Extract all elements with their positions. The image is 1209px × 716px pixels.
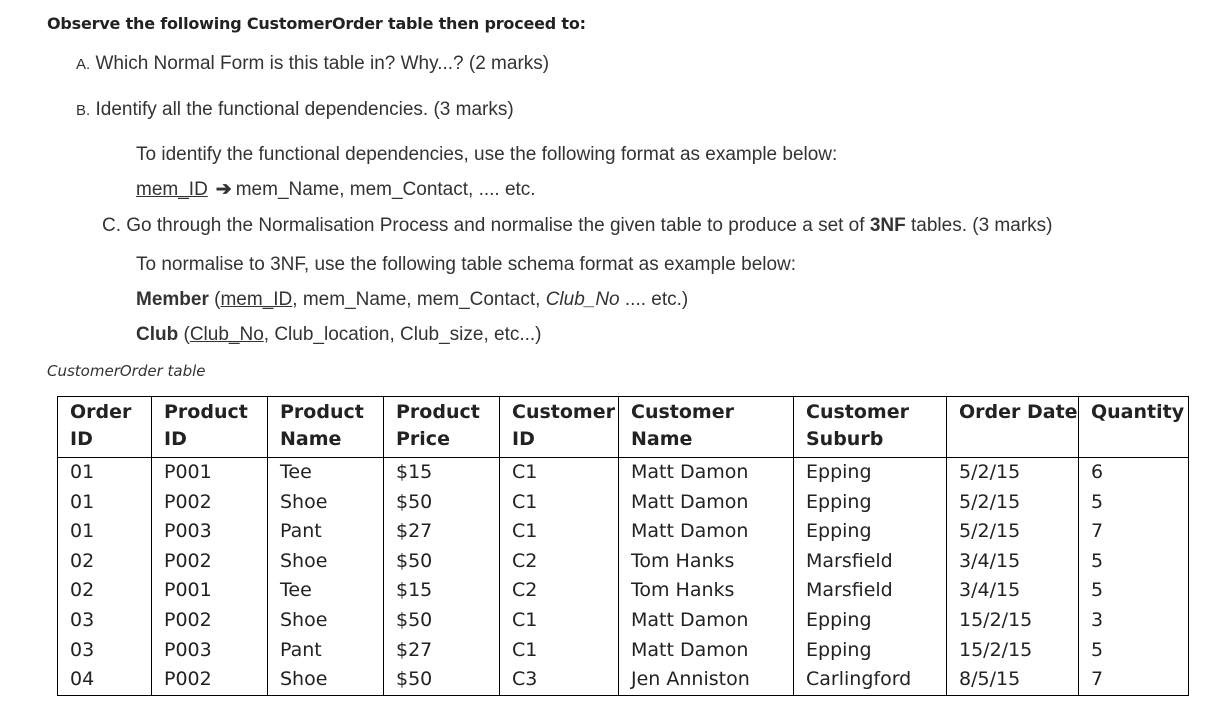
header-customer-suburb: Customer Suburb	[794, 397, 947, 458]
cell-customer-id: C2	[500, 576, 619, 606]
cell-product-id: P002	[152, 547, 268, 577]
table-row	[58, 517, 1189, 547]
table-header-row	[58, 397, 1189, 458]
cell-quantity: 6	[1079, 458, 1189, 488]
cell-product-id: P003	[152, 517, 268, 547]
fd-rest: mem_Name, mem_Contact, .... etc.	[235, 179, 536, 200]
club-key: Club_No	[189, 324, 264, 345]
table-caption: CustomerOrder table	[47, 362, 206, 380]
cell-product-name: Pant	[268, 636, 384, 666]
member-table-name: Member	[136, 289, 209, 310]
cell-customer-suburb: Marsfield	[794, 547, 947, 577]
cell-order-id: 02	[58, 576, 152, 606]
question-a	[76, 53, 549, 75]
header-customer-name: Customer Name	[619, 397, 794, 458]
cell-customer-id: C1	[500, 606, 619, 636]
cell-quantity: 5	[1079, 576, 1189, 606]
table-row	[58, 665, 1189, 695]
cell-order-date: 5/2/15	[947, 458, 1079, 488]
cell-order-id: 01	[58, 488, 152, 518]
header-quantity: Quantity	[1079, 397, 1189, 458]
cell-product-id: P001	[152, 458, 268, 488]
cell-product-price: $27	[384, 636, 500, 666]
cell-order-id: 01	[58, 458, 152, 488]
cell-order-date: 5/2/15	[947, 517, 1079, 547]
cell-order-id: 04	[58, 665, 152, 695]
cell-customer-id: C1	[500, 458, 619, 488]
cell-product-price: $50	[384, 547, 500, 577]
club-open: (	[178, 324, 190, 345]
cell-product-price: $50	[384, 606, 500, 636]
schema-format-intro: To normalise to 3NF, use the following table schema format as example below:	[136, 254, 797, 275]
cell-order-date: 3/4/15	[947, 547, 1079, 577]
cell-customer-suburb: Epping	[794, 517, 947, 547]
page-heading: Observe the following CustomerOrder table then proceed to:	[47, 14, 586, 33]
cell-product-price: $50	[384, 665, 500, 695]
cell-quantity: 7	[1079, 665, 1189, 695]
cell-product-id: P003	[152, 636, 268, 666]
cell-customer-name: Matt Damon	[619, 517, 794, 547]
cell-customer-suburb: Marsfield	[794, 576, 947, 606]
fd-format-intro: To identify the functional dependencies, use the following format as example below:	[136, 144, 838, 165]
cell-product-id: P002	[152, 488, 268, 518]
cell-quantity: 5	[1079, 636, 1189, 666]
fd-format-example	[136, 178, 536, 201]
cell-order-id: 02	[58, 547, 152, 577]
member-end: .... etc.)	[619, 289, 689, 310]
question-c-text-before: C. Go through the Normalisation Process and normalise the given table to produce a set of	[102, 215, 870, 236]
header-order-date: Order Date	[947, 397, 1079, 458]
cell-product-price: $15	[384, 576, 500, 606]
header-customer-id: Customer ID	[500, 397, 619, 458]
table-row	[58, 576, 1189, 606]
cell-product-price: $27	[384, 517, 500, 547]
cell-customer-name: Matt Damon	[619, 636, 794, 666]
table-row	[58, 636, 1189, 666]
cell-product-name: Shoe	[268, 488, 384, 518]
table-row	[58, 488, 1189, 518]
cell-customer-id: C2	[500, 547, 619, 577]
club-end: , Club_location, Club_size, etc...)	[263, 324, 542, 345]
cell-customer-name: Tom Hanks	[619, 547, 794, 577]
cell-product-id: P002	[152, 606, 268, 636]
cell-customer-suburb: Epping	[794, 636, 947, 666]
cell-customer-name: Matt Damon	[619, 488, 794, 518]
table-row	[58, 547, 1189, 577]
cell-customer-suburb: Epping	[794, 488, 947, 518]
cell-order-date: 3/4/15	[947, 576, 1079, 606]
header-order-id: Order ID	[58, 397, 152, 458]
table-row	[58, 458, 1189, 488]
cell-product-name: Shoe	[268, 547, 384, 577]
cell-product-name: Tee	[268, 576, 384, 606]
member-fk: Club_No	[545, 289, 620, 310]
question-c-text-after: tables. (3 marks)	[905, 215, 1053, 236]
question-c	[102, 215, 1052, 237]
cell-order-id: 03	[58, 606, 152, 636]
cell-customer-name: Matt Damon	[619, 458, 794, 488]
cell-order-id: 03	[58, 636, 152, 666]
header-product-id: Product ID	[152, 397, 268, 458]
cell-customer-suburb: Epping	[794, 606, 947, 636]
fd-key: mem_ID	[136, 179, 208, 200]
cell-customer-id: C1	[500, 488, 619, 518]
question-a-text: Which Normal Form is this table in? Why...? (2 marks)	[95, 53, 550, 74]
cell-product-name: Pant	[268, 517, 384, 547]
question-b-text: Identify all the functional dependencies. (3 marks)	[95, 99, 514, 120]
cell-quantity: 5	[1079, 488, 1189, 518]
cell-product-price: $50	[384, 488, 500, 518]
member-key: mem_ID	[220, 289, 293, 310]
cell-product-id: P002	[152, 665, 268, 695]
cell-quantity: 3	[1079, 606, 1189, 636]
cell-customer-name: Matt Damon	[619, 606, 794, 636]
question-b	[76, 99, 514, 121]
header-product-name: Product Name	[268, 397, 384, 458]
cell-product-name: Shoe	[268, 665, 384, 695]
cell-customer-id: C3	[500, 665, 619, 695]
question-c-bold: 3NF	[869, 215, 906, 236]
member-open: (	[208, 289, 221, 310]
cell-product-name: Tee	[268, 458, 384, 488]
schema-member-example	[136, 289, 688, 311]
cell-order-date: 15/2/15	[947, 636, 1079, 666]
cell-order-date: 15/2/15	[947, 606, 1079, 636]
table-row	[58, 606, 1189, 636]
cell-order-date: 8/5/15	[947, 665, 1079, 695]
cell-product-id: P001	[152, 576, 268, 606]
cell-product-price: $15	[384, 458, 500, 488]
cell-quantity: 5	[1079, 547, 1189, 577]
cell-customer-id: C1	[500, 517, 619, 547]
schema-club-example	[136, 324, 542, 346]
member-mid: , mem_Name, mem_Contact,	[292, 289, 546, 310]
cell-customer-suburb: Carlingford	[794, 665, 947, 695]
header-product-price: Product Price	[384, 397, 500, 458]
cell-customer-suburb: Epping	[794, 458, 947, 488]
cell-order-date: 5/2/15	[947, 488, 1079, 518]
cell-quantity: 7	[1079, 517, 1189, 547]
cell-customer-id: C1	[500, 636, 619, 666]
cell-customer-name: Tom Hanks	[619, 576, 794, 606]
club-table-name: Club	[136, 324, 179, 345]
question-a-letter: A.	[76, 56, 91, 73]
cell-order-id: 01	[58, 517, 152, 547]
customer-order-table	[57, 396, 1189, 696]
arrow-icon: ➔	[215, 179, 232, 200]
question-b-letter: B.	[76, 102, 91, 119]
cell-product-name: Shoe	[268, 606, 384, 636]
cell-customer-name: Jen Anniston	[619, 665, 794, 695]
